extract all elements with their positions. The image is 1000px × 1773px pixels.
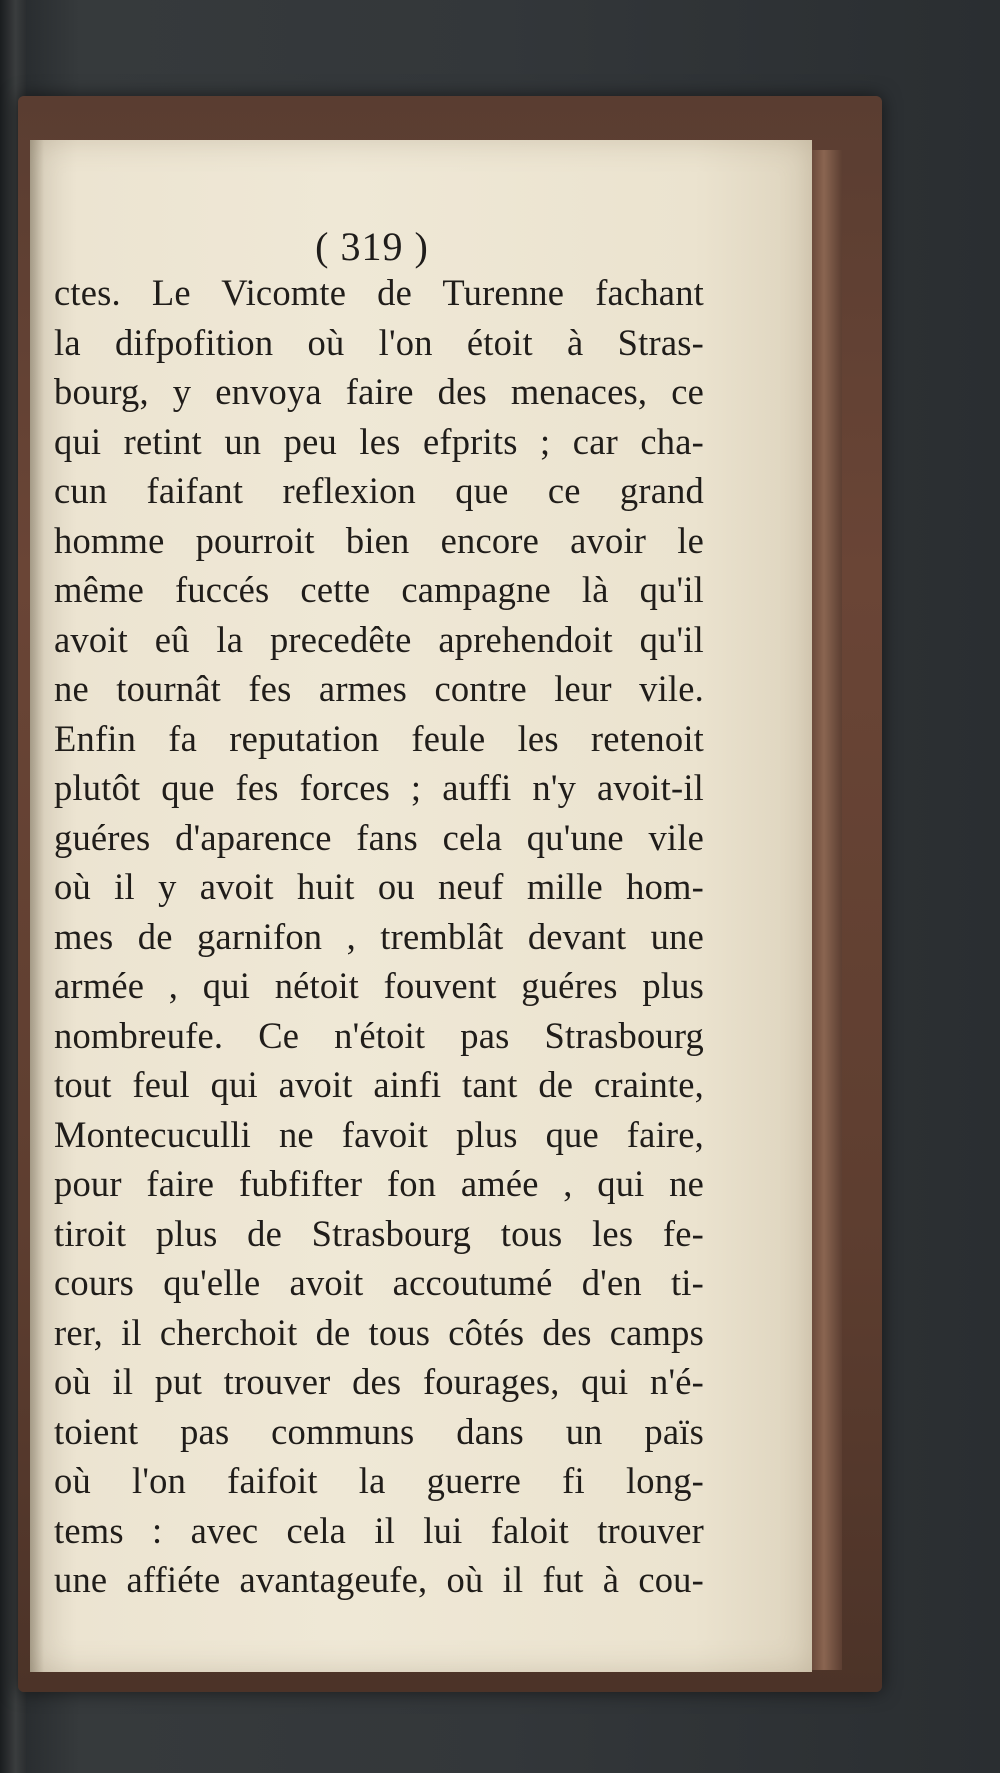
text-line: la difpofition où l'on étoit à Stras- [54, 321, 704, 363]
text-line: bourg, y envoya faire des menaces, ce [54, 371, 704, 412]
text-line: rer, il cherchoit de tous côtés des camps [54, 1311, 704, 1353]
page-gutter-shadow [30, 140, 44, 1672]
text-line: tiroit plus de Strasbourg tous les fe- [54, 1212, 704, 1254]
text-line: où il put trouver des fourages, qui n'é- [54, 1361, 704, 1402]
text-line: tems : avec cela il lui faloit trouver [54, 1509, 704, 1551]
text-line: même fuccés cette campagne là qu'il [54, 569, 704, 610]
text-line: Enfin fa reputation feule les retenoit [54, 717, 704, 759]
text-line: tout feul qui avoit ainfi tant de crainte, [54, 1064, 704, 1105]
text-line: Montecuculli ne favoit plus que faire, [54, 1113, 704, 1155]
text-line: une affiéte avantageufe, où il fut à cou- [54, 1559, 704, 1600]
text-line: nombreufe. Ce n'étoit pas Strasbourg [54, 1014, 704, 1056]
text-line: mes de garnifon , tremblât devant une [54, 915, 704, 957]
text-line: guéres d'aparence fans cela qu'une vile [54, 816, 704, 858]
page-stack-edge [812, 150, 842, 1670]
text-line: pour faire fubfifter fon amée , qui ne [54, 1163, 704, 1204]
text-line: avoit eû la precedête aprehendoit qu'il [54, 618, 704, 660]
text-line: toient pas communs dans un païs [54, 1410, 704, 1452]
text-line: cours qu'elle avoit accoutumé d'en ti- [54, 1262, 704, 1303]
page-text [54, 268, 704, 1605]
page-number: ( 319 ) [315, 224, 429, 269]
text-line: ne tournât fes armes contre leur vile. [54, 668, 704, 709]
text-line: qui retint un peu les efprits ; car cha- [54, 420, 704, 462]
text-line: plutôt que fes forces ; auffi n'y avoit-il [54, 767, 704, 808]
text-line: ctes. Le Vicomte de Turenne fachant [54, 272, 704, 313]
text-line: cun faifant reflexion que ce grand [54, 470, 704, 511]
text-line: où il y avoit huit ou neuf mille hom- [54, 866, 704, 907]
text-line: armée , qui nétoit fouvent guéres plus [54, 965, 704, 1006]
text-line: où l'on faifoit la guerre fi long- [54, 1460, 704, 1501]
text-line: homme pourroit bien encore avoir le [54, 519, 704, 561]
